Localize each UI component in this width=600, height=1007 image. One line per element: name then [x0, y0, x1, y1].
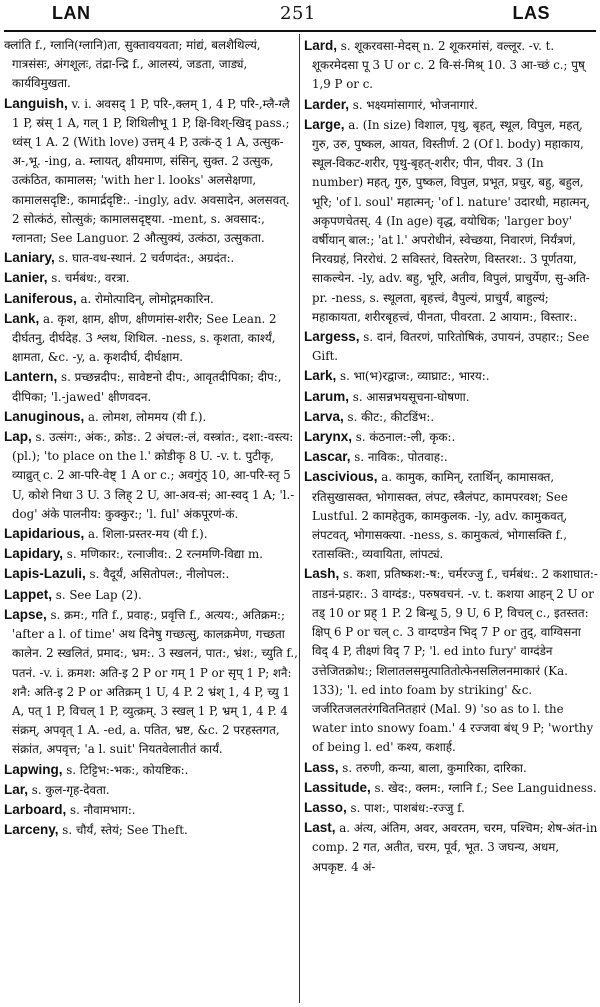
- headword: Laniferous,: [4, 290, 77, 306]
- headword: Lass,: [304, 759, 339, 775]
- definition: s. प्रच्छन्नदीप:, सावेष्टनो दीप:, आवृतदीपिका; दीप:, दीपिका; 'l.-jawed' क्षीणवदन.: [12, 370, 282, 404]
- headword: Lanuginous,: [4, 408, 85, 424]
- headword: Lascar,: [304, 449, 351, 465]
- dictionary-entry: [304, 366, 598, 386]
- headword: Larynx,: [304, 429, 353, 445]
- page-header: [0, 0, 600, 30]
- dictionary-entry: [4, 524, 298, 544]
- headword: Larva,: [304, 408, 344, 424]
- headword: Lantern,: [4, 369, 58, 385]
- definition: a. अंत्य, अंतिम, अवर, अवरतम, चरम, पश्चिम; शेष-अंत-in comp. 2 गत, अतीत, चरम, पूर्व, भूत. 3 जघन्य, अधम, अपकृष्ट. 4 अं-: [312, 821, 598, 874]
- definition: s. चौर्यं, स्तेयं; See Theft.: [62, 823, 188, 838]
- dictionary-entry: [304, 447, 598, 467]
- headword: Larum,: [304, 388, 350, 404]
- dictionary-entry: [4, 407, 298, 427]
- dictionary-entry: [304, 95, 598, 115]
- dictionary-entry: [304, 36, 598, 95]
- definition: v. i. अवसद् 1 P, परि-,क्लम् 1, 4 P, परि-,म्लै-ग्लै 1 P, स्रंस् 1 A, गल् 1 P, शिथिलीभू 1 P, क्षि-विश्-खिद् pass.; ध्वंस् 1 A. 2 (With love) उत्तम् 4 P, उत्कं-ठ् 1 A, उत्सुक-अ-,भू. -ing, a. म्लायत्, क्षीयमाण, संसिन्, सुक्त. 2 उत्सुक, उत्कंठित, कामालस; 'with her l. looks' अलसेक्षणा, कामालसदृष्टि:, कामार्द्रदृष्टि:. -ingly, adv. अवसादेन, अलसवत्. 2 सोत्कंठं, सोत्सुकं; कामालसदृष्ट्या. -ment, s. अवसाद:, ग्लानता; See Languor. 2 औत्सुक्यं, उत्कंठा, उत्सुकता.: [12, 96, 290, 246]
- dictionary-entry: [4, 268, 298, 288]
- dictionary-entry: [304, 327, 598, 366]
- headword: Larceny,: [4, 822, 59, 838]
- headword: Lappet,: [4, 586, 53, 602]
- headword: Languish,: [4, 95, 68, 111]
- dictionary-entry: [4, 94, 298, 249]
- headword: Larboard,: [4, 801, 67, 817]
- dictionary-entry: [304, 467, 598, 564]
- dictionary-entry: [304, 407, 598, 427]
- definition: क्लांति f., ग्लानि(ग्लानि)ता, सुक्तावयवता; मांद्यं, बलशैथिल्यं, गात्रसंसः, अंगशूलः, तंद्रा-न्द्रि f., आलस्यं, जडता, जाड्यं, कार्यविमुखता.: [4, 38, 261, 91]
- headword: Lank,: [4, 310, 40, 326]
- headword: Last,: [304, 820, 336, 836]
- dictionary-entry: [4, 367, 298, 406]
- headword: Lascivious,: [304, 469, 378, 485]
- definition: s. नौवामभाग:.: [70, 802, 136, 817]
- dictionary-entry: [304, 427, 598, 447]
- headword: Lapidarious,: [4, 526, 85, 542]
- headword: Large,: [304, 116, 345, 132]
- headword: Larder,: [304, 96, 350, 112]
- dictionary-entry: [4, 820, 298, 840]
- headword: Lash,: [304, 566, 340, 582]
- headword: Lassitude,: [304, 779, 371, 795]
- definition: s. भा(भ)रद्वाज:, व्याघ्राट:, भारय:.: [340, 369, 490, 384]
- dictionary-entry: [304, 387, 598, 407]
- headword: Lanier,: [4, 270, 48, 286]
- definition: s. भक्ष्यमांसागारं, भोजनागारं.: [352, 97, 478, 112]
- definition: s. नाविक:, पोतवाह:.: [354, 450, 448, 465]
- definition: s. क्रम:, गति f., प्रवाह:, प्रवृत्ति f., अत्यय:, अतिक्रम:; 'after a l. of time' अथ दिनेषु गच्छत्सु, कालक्रमेण, गच्छता कालेन. 2 स्खलितं, प्रमाद:, भ्रम:. 3 स्खलनं, पात:, भ्रंश:, च्युति f., पतनं. -v. i. क्रमश: अति-इ 2 P or गम् 1 P or सृप् 1 P; शनै: शनै: अति-इ 2 P or अतिक्रम् 1 U, 4 P. 2 भ्रंश् 1, 4 P, च्यु 1 A, पत् 1 P, विचल् 1 P, व्युत्क्रम्. 3 स्खल् 1 P, भ्रम् 1, 4 P. 4 संक्रम्, अपवृत् 1 A. -ed, a. पतित, भ्रष्ट, &c. 2 परहस्तगत, संक्रांत, अपवृत्त; 'a l. suit' नियतवेलातीतं कार्यं.: [12, 607, 298, 757]
- definition: a. कृश, क्षाम, क्षीण, क्षीणमांस-शरीर; See Lean. 2 दीर्घतनु, दीर्घदेह. 3 श्लथ, शिथिल. -ness, s. कृशता, कार्श्यं, क्षामता, &c. -y, a. कृशदीर्घ, दीर्घक्षाम.: [12, 311, 277, 365]
- definition: s. तरुणी, कन्या, बाला, कुमारिका, दारिका.: [342, 760, 527, 775]
- headword: Lard,: [304, 38, 338, 53]
- definition: s. उत्संग:, अंक:, क्रोड:. 2 अंचल:-लं, वस्त्रांत:, दशा:-वस्त्य: (pl.); 'to place on the l.' क्रोडीकृ 8 U. -v. t. पुटीकृ, व्याव्रुत् c. 2 आ-परि-वेष्ट् 1 A or c.; अवगुंठ् 10, आ-परि-स्तृ 5 U, कोशे निधा 3 U. 3 लिह् 2 U, आ-अव-सं; आ-स्वद् 1 A; 'l.-dog' अंके पालनीय: कुक्कुर:; 'l. ful' अंकपूरणं-कं.: [12, 430, 295, 521]
- left-guide-word: LAN: [52, 3, 91, 23]
- definition: a. लोमश, लोममय (यी f.).: [88, 409, 207, 424]
- dictionary-entry: [4, 289, 298, 309]
- definition: s. See Lap (2).: [55, 587, 142, 602]
- definition: s. टिट्टिभ:-भक:, कोयष्टिक:.: [66, 762, 189, 777]
- dictionary-entry: [4, 248, 298, 268]
- header-rule: [4, 30, 596, 32]
- definition: s. दानं, वितरणं, पारितोषिकं, उपायनं, उपहार:; See Gift.: [312, 330, 590, 364]
- dictionary-entry: [4, 760, 298, 780]
- headword: Lap,: [4, 429, 32, 445]
- definition: s. पाश:, पाशबंध:-रज्जु f.: [350, 800, 465, 815]
- definition: s. आसन्नभयसूचना-घोषणा.: [352, 389, 470, 404]
- definition: s. शूकरवसा-मेदस् n. 2 शूकरमांसं, वल्लूर. -v. t. शूकरमेदसा पू 3 U or c. 2 वि-सं-मिश्र् 10. 3 आ-च्छं c.; पुष् 1,9 P or c.: [312, 39, 585, 92]
- headword: Lapwing,: [4, 761, 63, 777]
- headword: Lark,: [304, 368, 337, 384]
- definition: a. कामुक, कामिन्, रतार्थिन्, कामासक्त, रतिसुखासक्त, भोगासक्त, लंपट, स्त्रैलंपट, कामपरवश; See Lustful. 2 कामहेतुक, कामकुलक. -ly, adv. कामुकवत्, लंपटवत्, भोगासक्त्या. -ness, s. कामुकत्वं, भोगासक्ति f., रतासक्ति:, व्यवायिता, लांपट्यं.: [312, 470, 568, 562]
- definition: a. (In size) विशाल, पृथु, बृहत्, स्थूल, विपुल, महत्, गुरु, उरु, पुष्कल, आयत, विस्तीर्ण. 2 (Of l. body) महाकाय, स्थूल-विकट-शरीर, पृथु-बृहत्-शरीर; पीन, पीवर. 3 (In number) महत्, गुरु, पुष्कल, विपुल, प्रभूत, प्रचुर, बहु, बहुल, भूरि; 'of l. soul' महात्मन्; 'of l. nature' उदारधी, महात्मन्, अकृपणचेतस्. 4 (In age) वृद्ध, वयोधिक; 'larger boy' वर्षीयान् बाल:; 'at l.' अपरोधीनं, स्वेच्छया, निवारणं, निर्यंत्रणं, निरवग्रहं, निररोधं. 2 सविस्तरं, विस्तरेण, विस्तरश:. 3 पूर्णतया, साकल्येन. -ly, adv. बहु, भूरि, अतीव, विपुलं, प्राचुर्येण, सु-अति-pr. -ness, s. स्थूलता, बृहत्त्वं, वैपुल्यं, प्राचुर्यं, बाहुल्यं; महाकायता, शरीरबृहत्त्वं, पीनता, पीवरता. 2 आयाम:, विस्तार:.: [312, 117, 590, 324]
- dictionary-entry: [4, 585, 298, 605]
- dictionary-entry: [4, 427, 298, 524]
- dictionary-entry: [304, 818, 598, 877]
- left-column: [4, 36, 298, 1007]
- page-number: 251: [280, 3, 316, 24]
- definition: s. चर्मबंध:, वरत्रा.: [51, 271, 130, 286]
- definition: s. कशा, प्रतिष्कश:-ष:, चर्मरज्जु f., चर्मबंध:. 2 कशाघात:-ताडनं-प्रहार:. 3 वाग्दंड:, परुषवचनं. -v. t. कशया आहन् 2 U or तड् 10 or प्रह् 1 P. 2 बिन्धू 5, 9 U, 6 P, विचल् c., इतस्तत: क्षिप् 6 P or चल् c. 3 वाग्दण्डेन भिद् 7 P or तुद्, वाग्विसना विद् 4 P, तीक्ष्णं विद् 7 P; 'l. ed into fury' वाग्दंडेन उत्तेजितक्रोध:; शिलातलसमुत्पातितोत्फेनसलिलनमाकारं (Ka. 133); 'l. ed into foam by striking' &c. जर्जरितजलतरंगवितनितहारं (Mal. 9) 'so as to l. the water into snowy foam.' 4 रज्जवा बंध् 9 P; 'worthy of being l. ed' कश्य, कशार्ह.: [312, 567, 598, 755]
- dictionary-entry: [4, 544, 298, 564]
- right-column: [304, 36, 598, 1007]
- definition: a. रोमोत्पादिन्, लोमोद्गमकारिन.: [80, 291, 214, 306]
- dictionary-entry: [4, 800, 298, 820]
- dictionary-entry: [304, 115, 598, 327]
- headword: Lapis-Lazuli,: [4, 566, 86, 582]
- dictionary-entry: [304, 564, 598, 757]
- headword: Lar,: [4, 781, 29, 797]
- right-guide-word: LAS: [512, 3, 550, 23]
- dictionary-entry: [4, 605, 298, 760]
- definition: a. शिला-प्रस्तर-मय (यी f.).: [88, 527, 208, 542]
- column-divider: [299, 34, 300, 1003]
- definition: s. वैदूर्यं, असितोपल:, नीलोपल:.: [89, 567, 230, 582]
- headword: Lapse,: [4, 606, 47, 622]
- definition: s. कुल-गृह-देवता.: [31, 782, 110, 797]
- definition: s. कंठनाल:-ली, कृक:.: [355, 430, 456, 445]
- definition: s. कीट:, कीटडिंभ:.: [347, 409, 435, 424]
- dictionary-entry: [304, 758, 598, 778]
- definition: s. घात-वध-स्थानं. 2 चर्वणदंत:, अग्रदंत:.: [58, 251, 235, 266]
- dictionary-entry: [4, 36, 298, 94]
- headword: Lapidary,: [4, 546, 64, 562]
- dictionary-entry: [4, 564, 298, 584]
- headword: Largess,: [304, 329, 360, 345]
- definition: s. मणिकार:, रत्नाजीव:. 2 रत्नमणि-विद्या m.: [66, 547, 263, 562]
- dictionary-entry: [304, 778, 598, 798]
- headword: Lasso,: [304, 799, 347, 815]
- headword: Laniary,: [4, 250, 55, 266]
- dictionary-entry: [4, 309, 298, 368]
- dictionary-entry: [304, 798, 598, 818]
- dictionary-entry: [4, 780, 298, 800]
- definition: s. खेद:, क्लम:, ग्लानि f.; See Languidness.: [374, 780, 597, 795]
